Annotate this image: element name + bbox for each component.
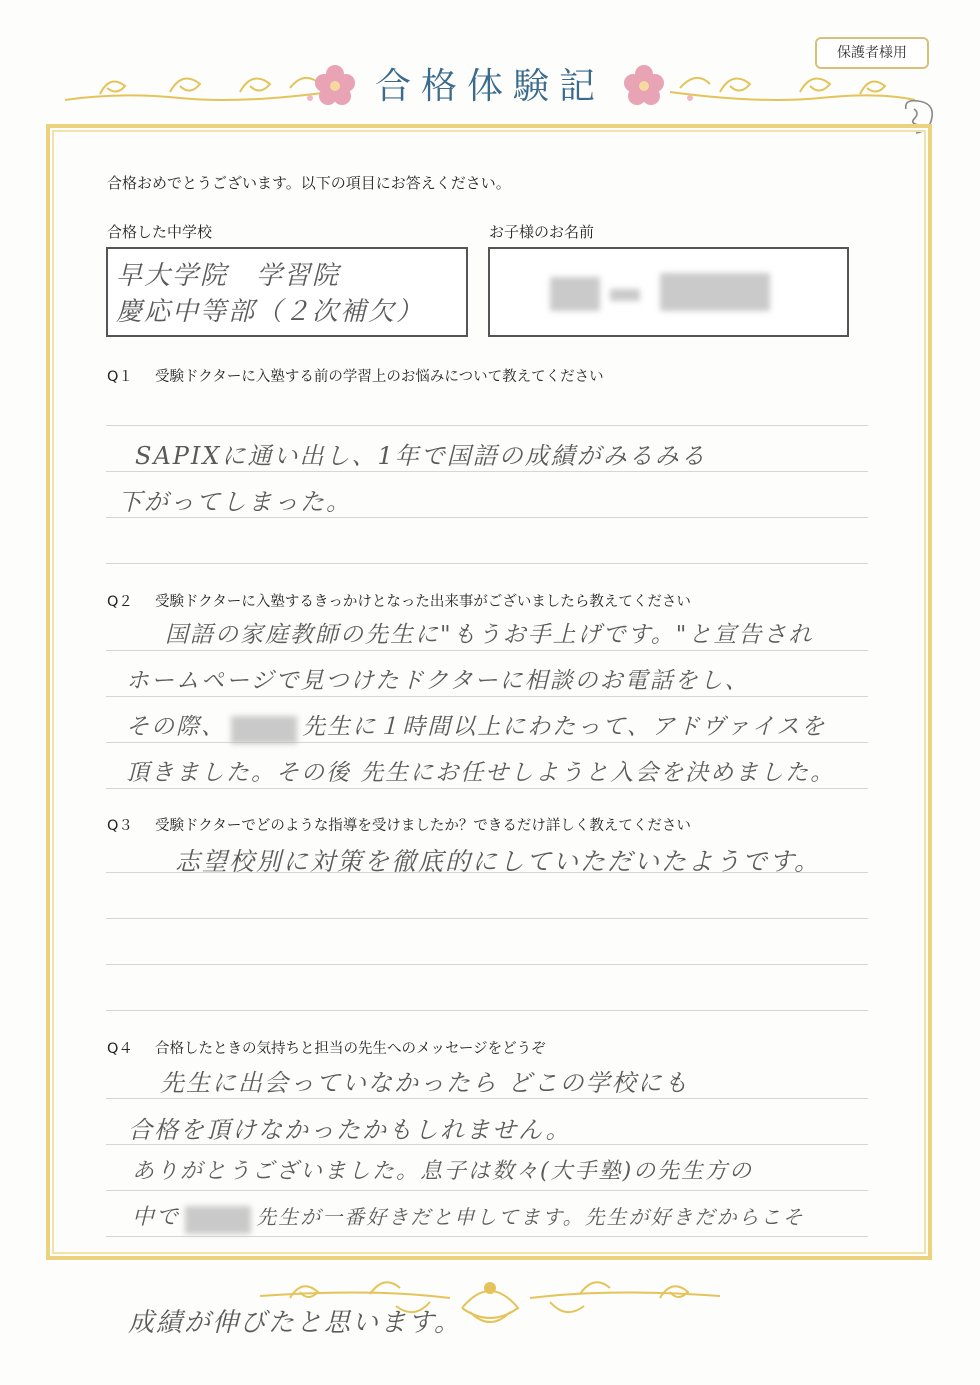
redacted-teacher-name [231,716,297,744]
answer-4-line-2: 合格を頂けなかったかもしれません。 [128,1116,572,1144]
redacted-name [610,289,640,301]
answer-4-line-5: 成績が伸びたと思います。 [128,1308,462,1338]
audience-badge: 保護者様用 [815,37,929,69]
school-line-2: 慶応中等部（２次補欠） [116,297,425,327]
redacted-teacher-name [185,1206,251,1234]
answer-text: 先生が一番好きだと申してます。先生が好きだからこそ [256,1205,805,1229]
answer-2-line-1: 国語の家庭教師の先生に"もうお手上げです。"と宣告され [165,622,814,648]
question-text: 受験ドクターに入塾するきっかけとなった出来事がございましたら教えてください [155,594,691,610]
question-text: 合格したときの気持ちと担当の先生へのメッセージをどうぞ [155,1041,546,1057]
title-row [0,56,980,116]
question-2 [107,590,691,611]
answer-4-line-3: ありがとうございました。息子は数々(大手塾)の先生方の [132,1159,754,1184]
answer-1-line-1: SAPIXに通い出し、1年で国語の成績がみるみる [135,442,707,470]
answer-text: 先生に１時間以上にわたって、アドヴァイスを [302,714,827,740]
question-text: 受験ドクターでどのような指導を受けましたか？できるだけ詳しく教えてください [155,818,691,834]
redacted-name [660,273,770,311]
answer-2-line-3 [126,708,826,744]
question-text: 受験ドクターに入塾する前の学習上のお悩みについて教えてください [155,369,604,385]
answer-text: その際、 [126,714,226,740]
question-number: Q３ [107,818,133,834]
child-name-label: お子様のお名前 [489,223,595,241]
answer-3-line-1: 志望校別に対策を徹底的にしていただいたようです。 [175,847,822,876]
question-number: Q４ [107,1041,133,1057]
ornament-scroll-icon [660,62,920,112]
school-label: 合格した中学校 [107,223,213,241]
intro-text: 合格おめでとうございます。以下の項目にお答えください。 [107,174,511,192]
answer-4-line-4 [132,1200,805,1234]
question-1 [107,365,604,386]
child-name-box [488,247,849,337]
question-3 [107,814,691,835]
redacted-name [550,277,600,311]
question-4 [107,1037,546,1058]
answer-text: 中で [132,1205,181,1230]
question-number: Q１ [107,369,133,385]
page-title: 合格体験記 [374,66,605,107]
answer-2-line-2: ホームページで見つけたドクターに相談のお電話をし、 [126,668,750,694]
answer-4-line-1: 先生に出会っていなかったら どこの学校にも [160,1069,690,1097]
ornament-scroll-icon [60,62,340,112]
flower-icon [313,64,357,108]
answer-1-line-2: 下がってしまった。 [118,488,352,516]
answer-2-line-4: 頂きました。その後 先生にお任せしようと入会を決めました。 [126,760,836,786]
school-box [106,247,468,337]
school-line-1: 早大学院 学習院 [116,261,341,291]
question-number: Q２ [107,594,133,610]
